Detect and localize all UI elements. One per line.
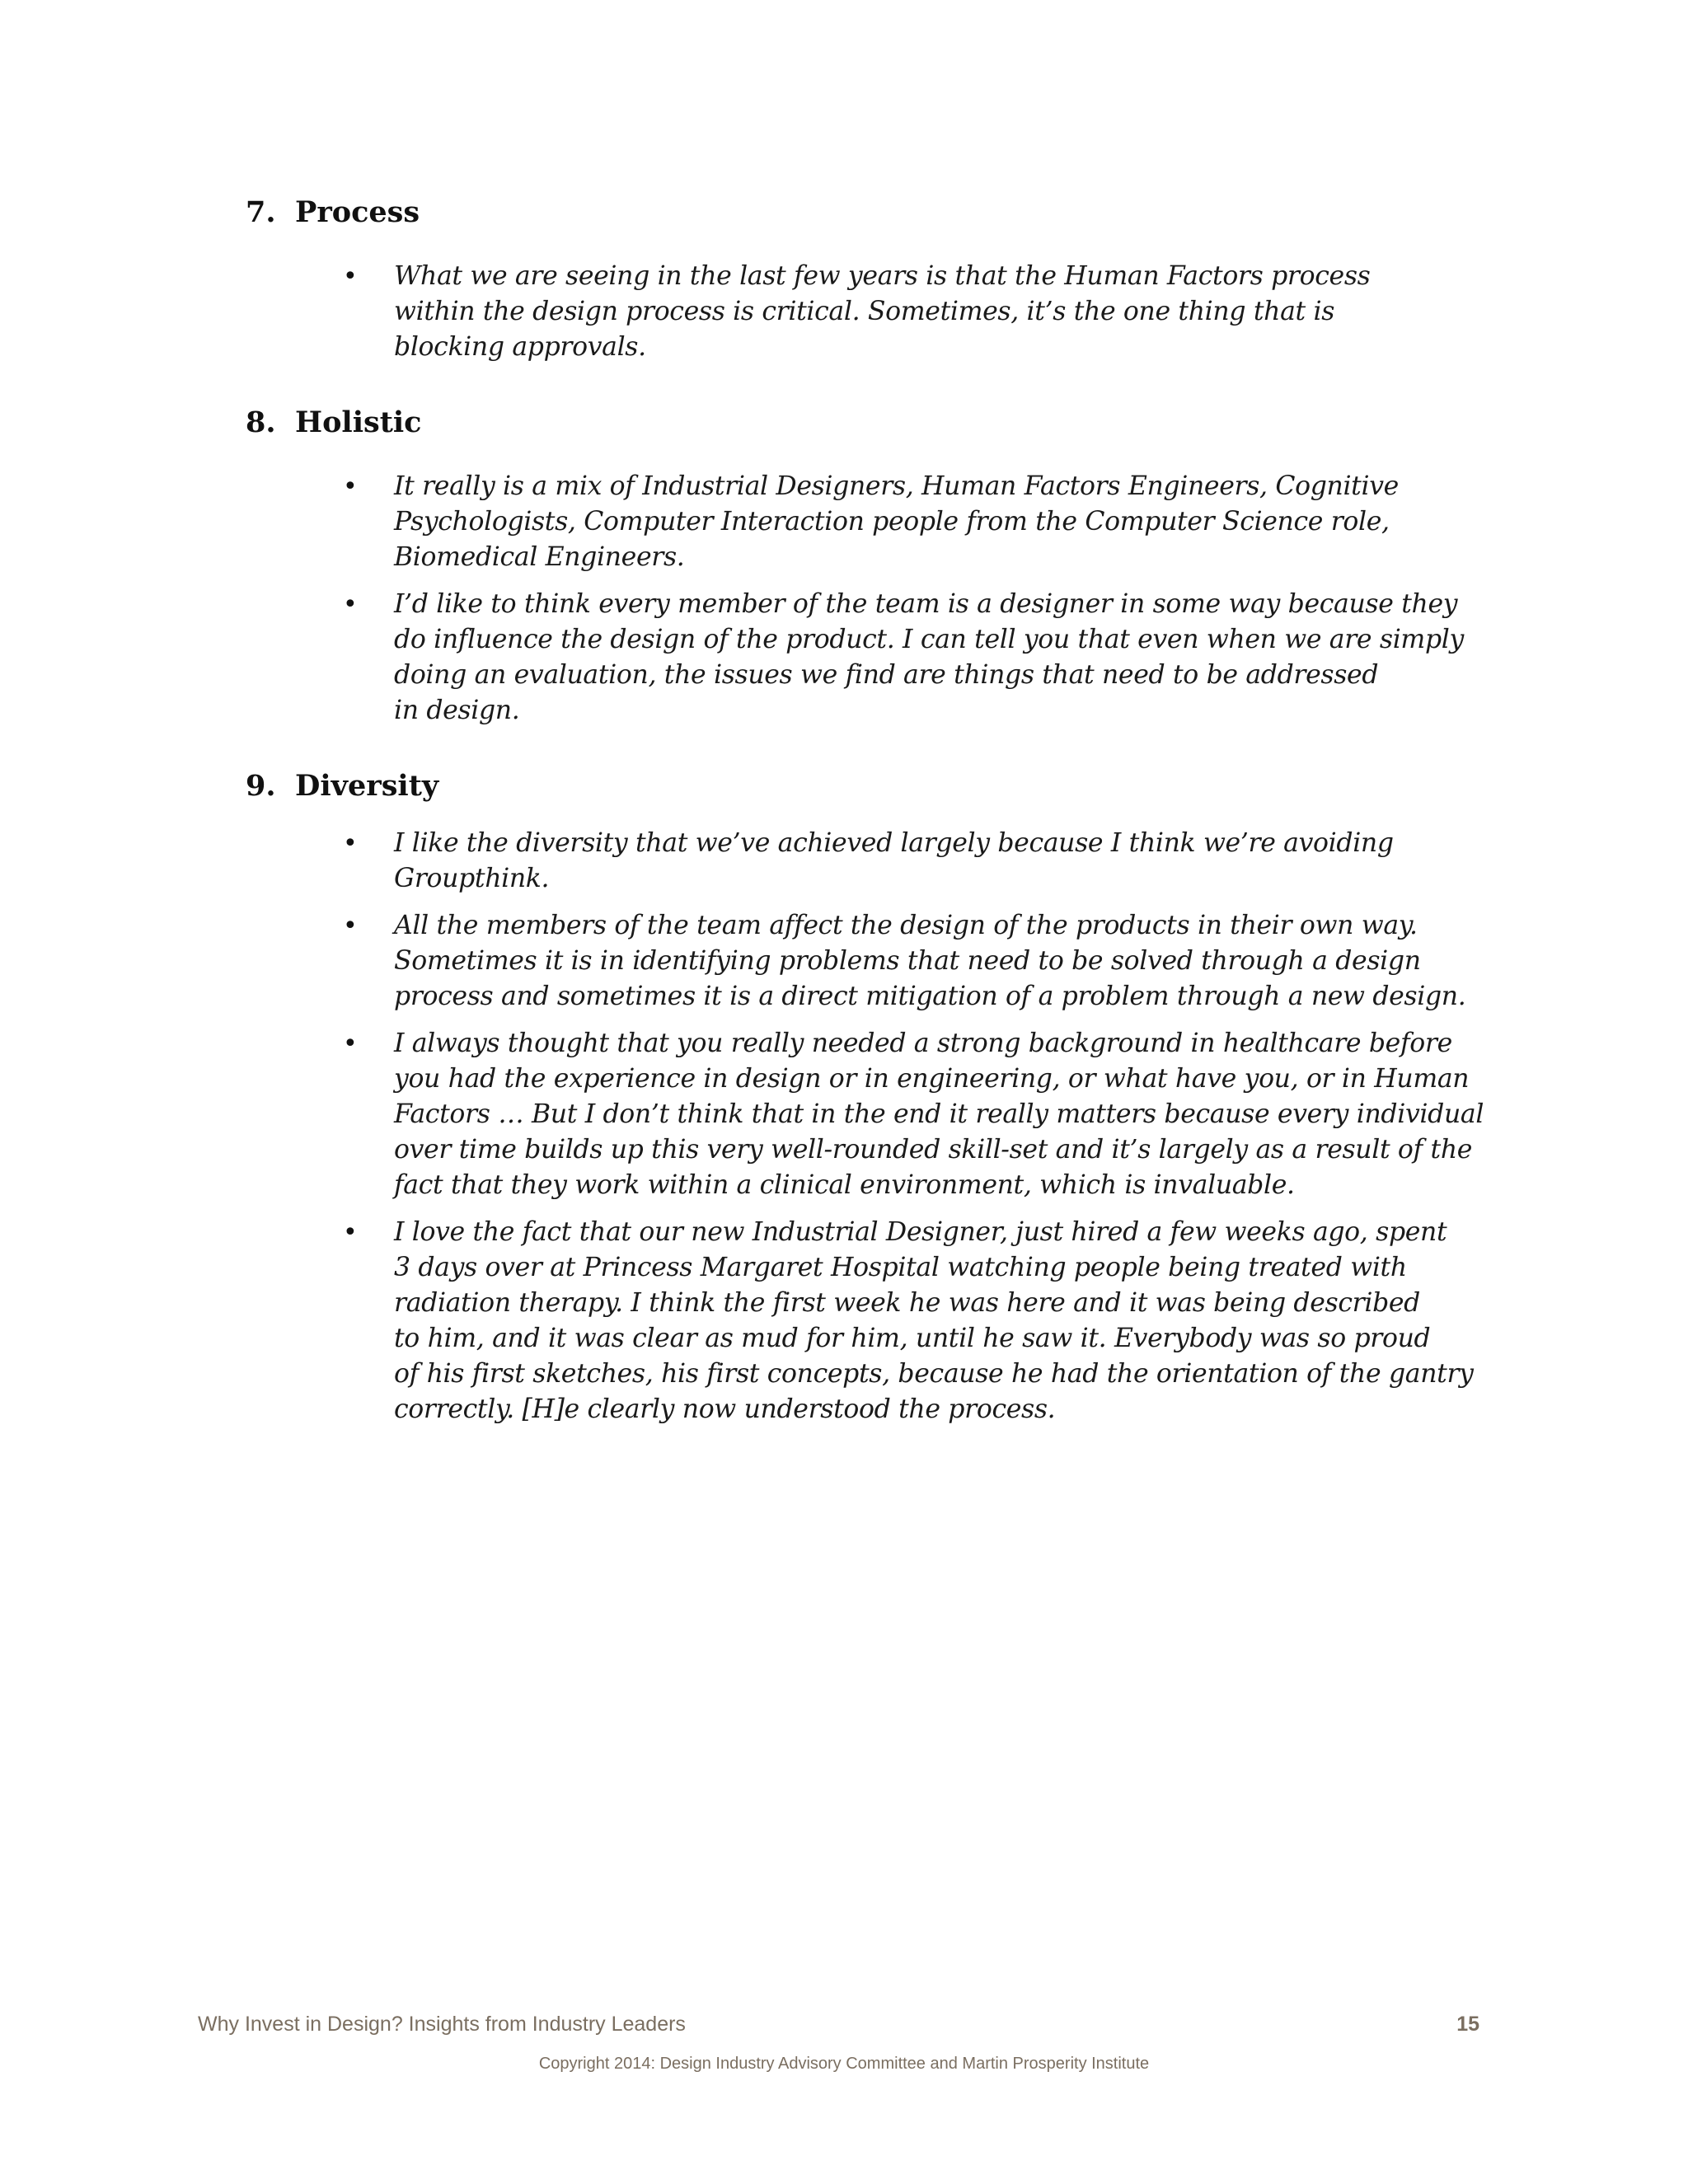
bullet-text: I’d like to think every member of the team is a designer in some way because they do influence the design of the product. I can tell you that even when we are simply doing an evaluation, the issues we find are things that need to be addressed in design. [394, 589, 1464, 725]
section-title: Diversity [295, 769, 439, 803]
bullet-icon: • [343, 262, 358, 291]
section-number: 7. [246, 195, 276, 229]
bullet-icon: • [343, 472, 358, 501]
bullet-text: I like the diversity that we’ve achieved largely because I think we’re avoiding Groupthink. [394, 828, 1394, 893]
section-title: Holistic [295, 405, 422, 439]
section-process [246, 194, 1498, 377]
footer-title: Why Invest in Design? Insights from Industry Leaders [198, 2013, 686, 2036]
bullet-icon: • [343, 1029, 358, 1058]
list-item [246, 259, 1498, 365]
section-heading [246, 405, 1498, 441]
section-diversity [246, 768, 1498, 1439]
bullet-list [246, 259, 1498, 365]
section-number: 8. [246, 405, 276, 439]
bullet-text: It really is a mix of Industrial Designers, Human Factors Engineers, Cognitive Psychologists, Computer Interaction people from the Computer Science role, Biomedical Engineers. [394, 471, 1399, 572]
bullet-list [246, 826, 1498, 1427]
list-item [246, 1026, 1498, 1203]
page-number: 15 [1456, 2013, 1479, 2036]
section-holistic [246, 405, 1498, 740]
bullet-text: All the members of the team affect the design of the products in their own way. Sometimes it is in identifying problems that need to be solved through a design process and sometimes it is a direct mitigation of a problem through a new design. [394, 911, 1466, 1011]
section-heading [246, 768, 1498, 804]
list-item [246, 1215, 1498, 1427]
bullet-icon: • [343, 590, 358, 619]
section-title: Process [295, 195, 420, 229]
bullet-text: I always thought that you really needed a strong background in healthcare before you had the experience in design or in engineering, or what have you, or in Human Factors … But I don’t think that in the end it really matters because every individual over time builds up this very well-rounded skill-set and it’s largely as a result of the fact that they work within a clinical environment, which is invaluable. [394, 1029, 1484, 1200]
footer-copyright: Copyright 2014: Design Industry Advisory Committee and Martin Prosperity Institute [538, 2055, 1150, 2073]
bullet-icon: • [343, 912, 358, 940]
bullet-list [246, 469, 1498, 729]
list-item [246, 908, 1498, 1015]
bullet-icon: • [343, 829, 358, 858]
bullet-text: I love the fact that our new Industrial Designer, just hired a few weeks ago, spent 3 days over at Princess Margaret Hospital watching people being treated with radiation therapy. I think the first week he was here and it was being described to him, and it was clear as mud for him, until he saw it. Everybody was so proud of his first sketches, his first concepts, because he had the orientation of the gantry correctly. [H]e clearly now understood the process. [394, 1217, 1474, 1424]
bullet-icon: • [343, 1218, 358, 1247]
bullet-text: What we are seeing in the last few years is that the Human Factors process within the design process is critical. Sometimes, it’s the one thing that is blocking approvals. [394, 261, 1371, 362]
list-item [246, 469, 1498, 575]
list-item [246, 587, 1498, 729]
section-heading [246, 194, 1498, 231]
list-item [246, 826, 1498, 897]
section-number: 9. [246, 769, 276, 803]
